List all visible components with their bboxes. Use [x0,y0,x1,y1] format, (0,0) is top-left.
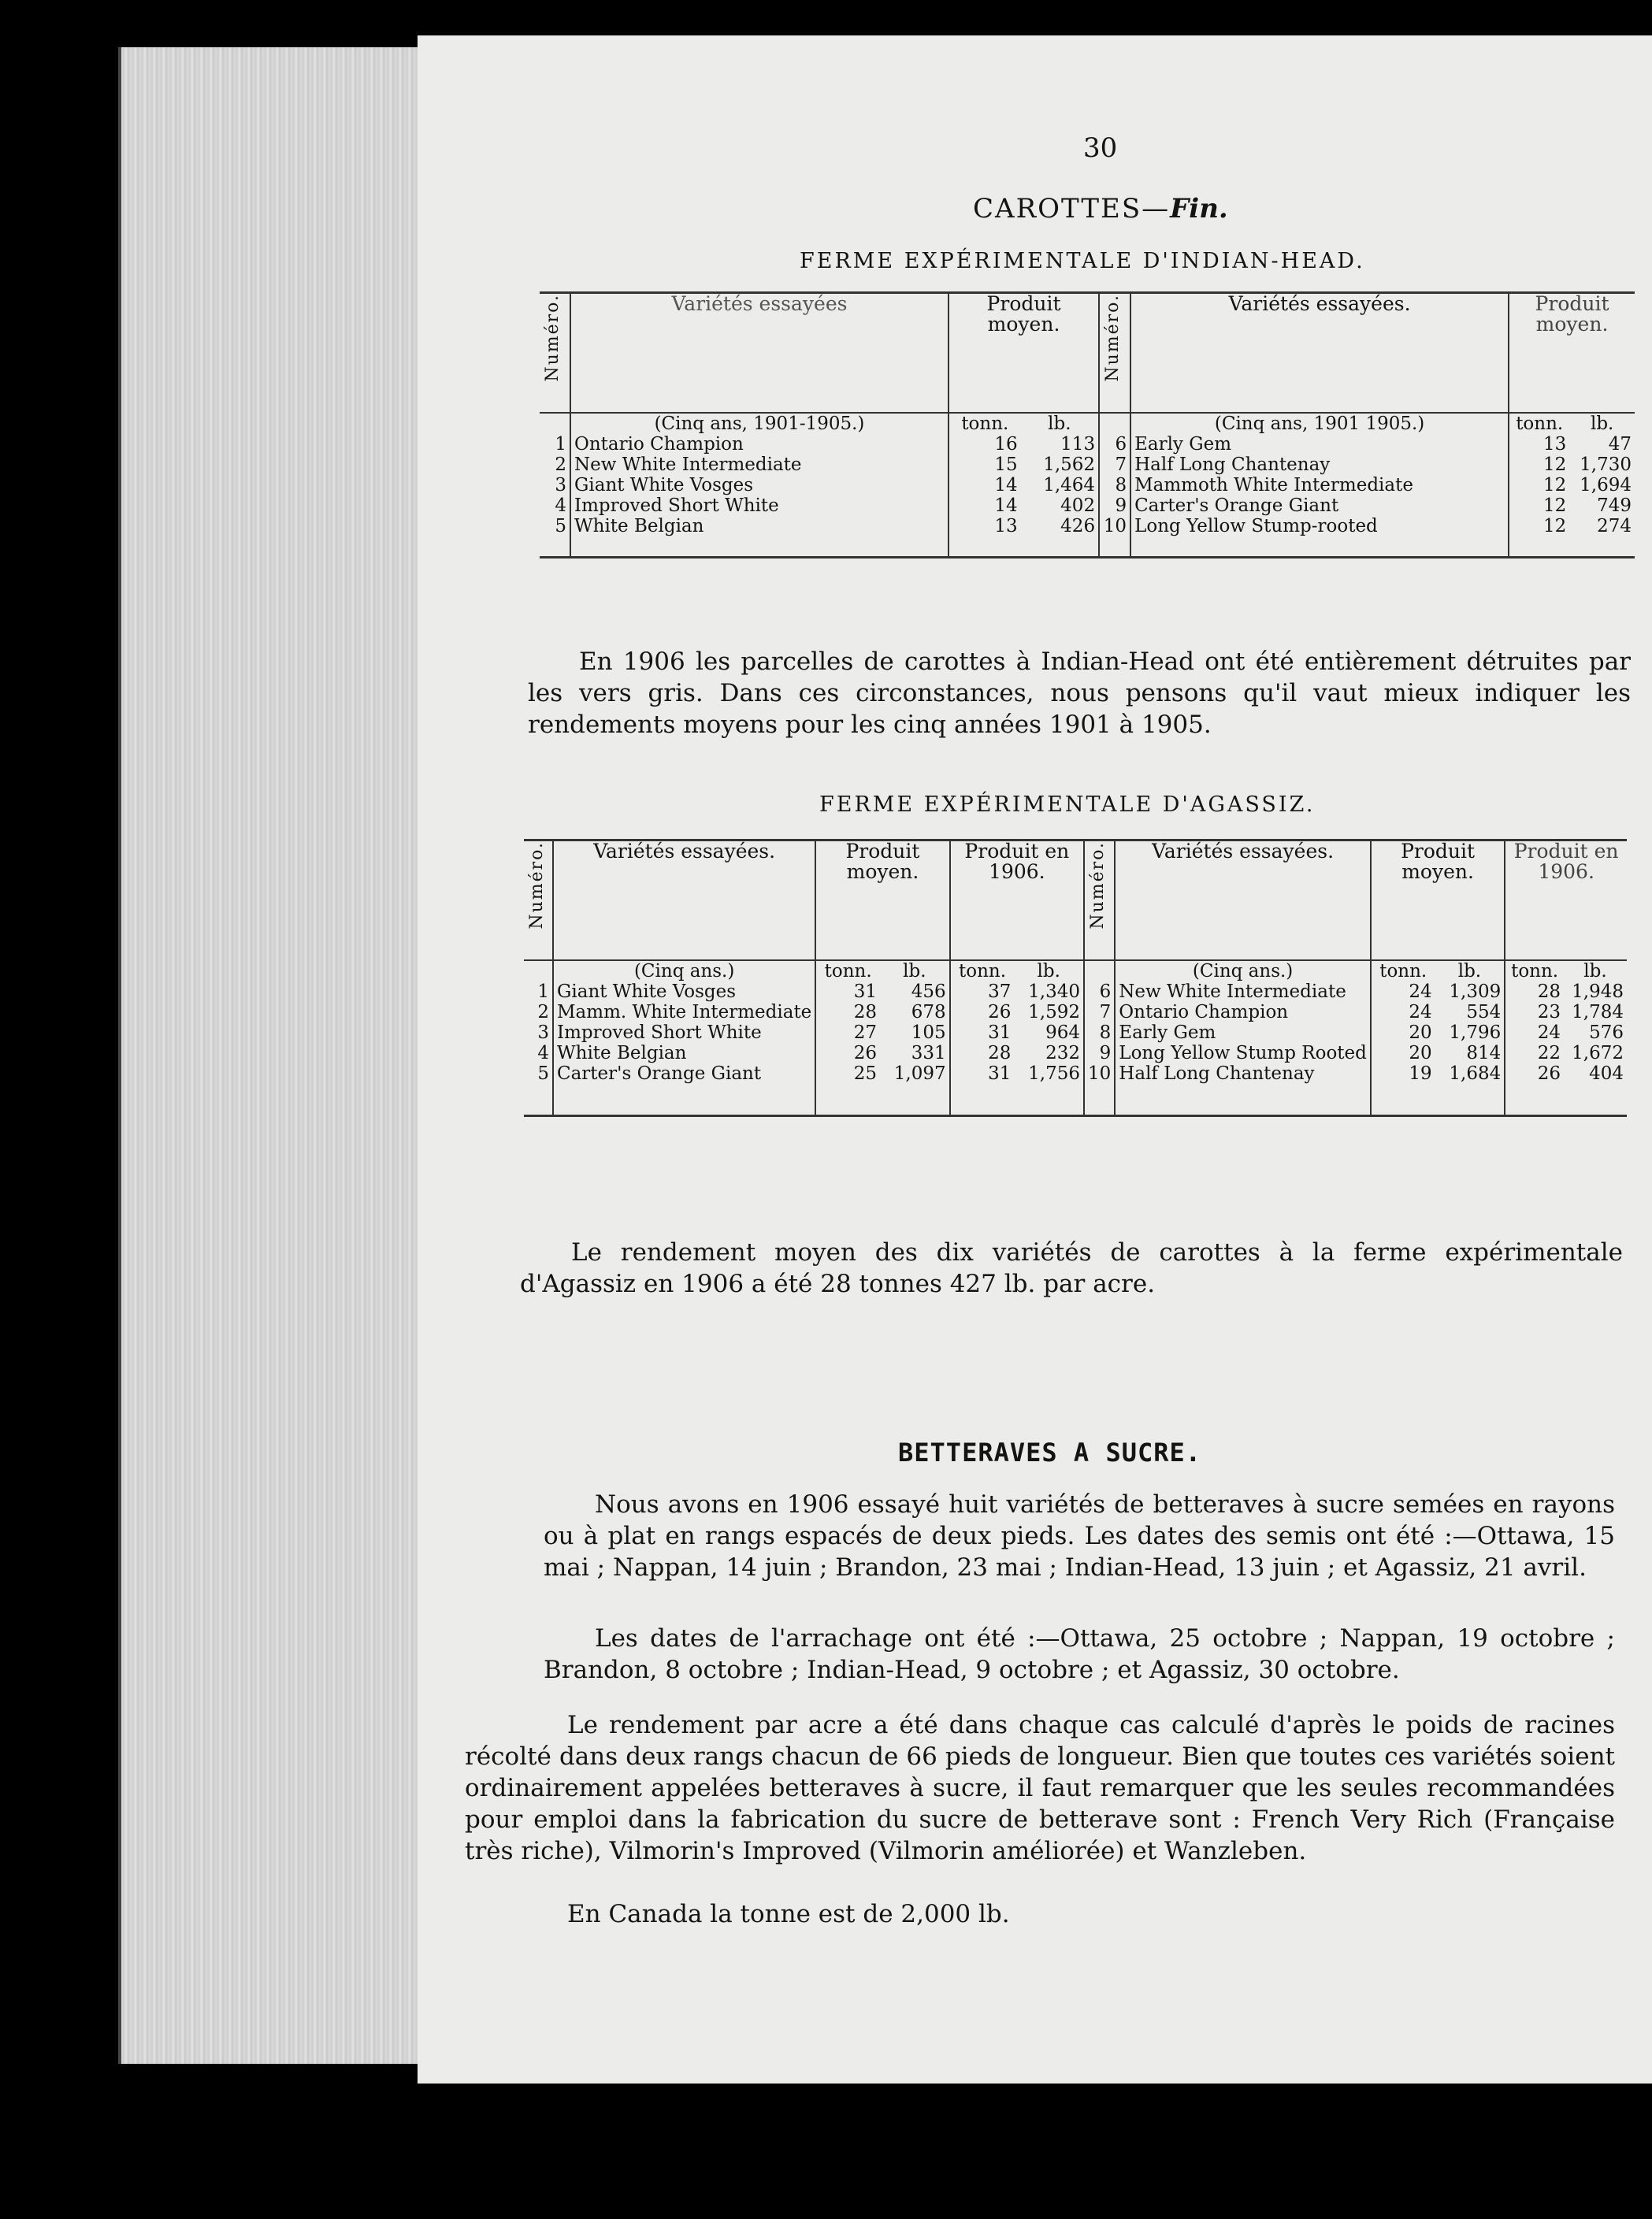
row-tonn: 13 [1543,434,1567,455]
header-produit: Produit moyen. [815,840,949,961]
paragraph-betteraves-4 [567,1898,1591,1930]
row-num: 6 [1099,434,1130,455]
row-lb: 105 [880,1022,950,1043]
row-lb: 749 [1597,495,1632,516]
row-variety: Mammoth White Intermediate [1130,475,1509,495]
header-varietes-right: Variétés essayées. [1130,293,1509,414]
subheader-right: (Cinq ans, 1901 1905.) [1130,413,1509,434]
row-lb: 1,464 [1021,475,1099,495]
page-number: 30 [1083,132,1118,164]
row-num: 10 [1084,1063,1115,1084]
row-variety: Mamm. White Intermediate [553,1002,815,1022]
row-variety: Ontario Champion [1115,1002,1371,1022]
row-variety: Long Yellow Stump-rooted [1130,516,1509,536]
row-tonn: 13 [994,516,1018,536]
row-lb-1906: 1,784 [1572,1002,1624,1022]
row-lb: 814 [1435,1043,1505,1063]
table-row [524,1022,1627,1043]
unit-lb-right: lb. [1590,414,1614,434]
header-varietes: Variétés essayées. [553,840,815,961]
row-tonn: 24 [1409,1002,1432,1022]
section-title-suffix: Fin. [1170,193,1228,224]
row-lb-1906: 1,948 [1572,981,1624,1002]
row-tonn: 16 [994,434,1018,455]
row-num: 2 [524,1002,553,1022]
row-lb: 456 [880,981,950,1002]
row-num: 5 [524,1063,553,1084]
row-lb: 1,694 [1580,475,1632,495]
row-tonn: 27 [853,1022,878,1043]
unit-lb: lb. [1021,413,1099,434]
row-lb: 554 [1435,1002,1505,1022]
row-lb: 426 [1021,516,1099,536]
row-lb: 1,562 [1021,455,1099,475]
row-variety: Giant White Vosges [570,475,949,495]
unit-lb: lb. [1014,960,1084,981]
row-lb: 1,097 [880,1063,950,1084]
row-num: 7 [1084,1002,1115,1022]
row-variety: Half Long Chantenay [1130,455,1509,475]
row-tonn: 28 [853,1002,878,1022]
indian-head-rows [540,434,1635,557]
row-lb-1906: 1,756 [1014,1063,1084,1084]
unit-tonn: tonn. [961,414,1009,434]
farm-title-agassiz: FERME EXPÉRIMENTALE D'AGASSIZ. [819,792,1316,817]
paragraph-betteraves-3 [465,1709,1615,1867]
unit-tonn: tonn. [824,961,872,981]
row-lb: 678 [880,1002,950,1022]
row-num: 9 [1084,1043,1115,1063]
row-tonn-1906: 23 [1537,1002,1561,1022]
row-num: 5 [540,516,570,536]
row-num: 6 [1084,981,1115,1002]
header-numero-right: Numéro. [1088,841,1108,930]
unit-tonn: tonn. [959,961,1007,981]
row-num: 7 [1099,455,1130,475]
book-page-edges [118,47,425,2064]
header-produit-right: Produit moyen. [1509,293,1635,414]
row-lb: 1,684 [1435,1063,1505,1084]
row-variety: New White Intermediate [1115,981,1371,1002]
row-lb: 331 [880,1043,950,1063]
paragraph-text: Le rendement par acre a été dans chaque cas calculé d'après le poids de racines récolté dans deux rangs chacun de 66 pieds de longueur. Bien que toutes ces variétés soient ordinairement appelées betteraves à sucre, il faut remarquer que les seules recommandées pour emploi dans la fabrication du sucre de betterave sont : French Very Rich (Française très riche), Vilmorin's Improved (Vilmorin améliorée) et Wanzleben. [465,1711,1615,1865]
unit-lb: lb. [880,960,950,981]
row-tonn: 12 [1543,455,1567,475]
unit-tonn: tonn. [1379,961,1427,981]
indian-head-table [540,291,1635,558]
row-num: 2 [540,455,570,475]
header-produit-1906-right: Produit en 1906. [1505,840,1627,961]
row-lb: 1,796 [1435,1022,1505,1043]
table-row [524,981,1627,1002]
row-tonn-1906: 37 [988,981,1012,1002]
row-tonn: 12 [1543,516,1567,536]
row-variety: Carter's Orange Giant [1130,495,1509,516]
row-tonn: 12 [1543,495,1567,516]
row-tonn-1906: 26 [988,1002,1012,1022]
row-variety: New White Intermediate [570,455,949,475]
row-num: 1 [540,434,570,455]
row-lb-1906: 404 [1589,1063,1624,1084]
row-lb-1906: 1,592 [1014,1002,1084,1022]
row-num: 4 [524,1043,553,1063]
row-lb-1906: 964 [1014,1022,1084,1043]
row-variety: Ontario Champion [570,434,949,455]
table-row [524,1043,1627,1063]
row-variety: White Belgian [570,516,949,536]
row-tonn: 14 [994,495,1018,516]
header-produit-1906: Produit en 1906. [950,840,1084,961]
header-numero: Numéro. [543,294,562,382]
row-lb: 274 [1597,516,1632,536]
row-lb: 47 [1608,434,1632,455]
header-numero-right: Numéro. [1103,294,1123,382]
subheader-left: (Cinq ans.) [553,960,815,981]
row-tonn-1906: 28 [1537,981,1561,1002]
header-varietes-right: Variétés essayées. [1115,840,1371,961]
paragraph-betteraves-1 [544,1489,1615,1583]
unit-lb: lb. [1583,961,1607,981]
unit-lb: lb. [1435,960,1505,981]
paragraph-text: En Canada la tonne est de 2,000 lb. [567,1900,1010,1928]
table-row [540,495,1635,516]
paragraph-text: Nous avons en 1906 essayé huit variétés de betteraves à sucre semées en rayons ou à plat en rangs espacés de deux pieds. Les dates des semis ont été :—Ottawa, 15 mai ; Nappan, 14 juin ; Brandon, 23 mai ; Indian-Head, 13 juin ; et Agassiz, 21 avril. [544,1490,1615,1582]
section-title-text: CAROTTES— [973,193,1171,224]
row-num: 9 [1099,495,1130,516]
table-row [524,1002,1627,1022]
row-tonn: 24 [1409,981,1432,1002]
row-lb-1906: 1,672 [1572,1043,1624,1063]
row-lb: 113 [1021,434,1099,455]
row-num: 8 [1084,1022,1115,1043]
table-row [540,516,1635,536]
row-tonn-1906: 26 [1537,1063,1561,1084]
row-variety: Long Yellow Stump Rooted [1115,1043,1371,1063]
paragraph-text: En 1906 les parcelles de carottes à Indian-Head ont été entièrement détruites par les vers gris. Dans ces circonstances, nous pensons qu'il vaut mieux indiquer les rendements moyens pour les cinq années 1901 à 1905. [528,648,1631,739]
row-variety: White Belgian [553,1043,815,1063]
section-title-betteraves: BETTERAVES A SUCRE. [898,1438,1202,1468]
row-num: 10 [1099,516,1130,536]
row-tonn-1906: 28 [988,1043,1012,1063]
header-produit: Produit moyen. [949,293,1099,414]
row-tonn: 20 [1409,1043,1432,1063]
row-lb-1906: 576 [1589,1022,1624,1043]
row-tonn: 20 [1409,1022,1432,1043]
row-lb-1906: 232 [1014,1043,1084,1063]
subheader-left: (Cinq ans, 1901-1905.) [570,413,949,434]
header-numero: Numéro. [527,841,547,930]
row-tonn: 31 [853,981,878,1002]
row-tonn: 15 [994,455,1018,475]
agassiz-rows [524,981,1627,1115]
section-title-carottes [973,193,1228,224]
agassiz-table [524,839,1627,1117]
row-tonn-1906: 22 [1537,1043,1561,1063]
row-variety: Improved Short White [570,495,949,516]
paragraph-text: Le rendement moyen des dix variétés de carottes à la ferme expérimentale d'Agassiz en 1906 a été 28 tonnes 427 lb. par acre. [520,1238,1623,1298]
row-lb: 402 [1021,495,1099,516]
paragraph-betteraves-2 [544,1623,1615,1686]
subheader-right: (Cinq ans.) [1115,960,1371,981]
row-tonn-1906: 31 [988,1022,1012,1043]
row-lb: 1,309 [1435,981,1505,1002]
header-produit-right: Produit moyen. [1371,840,1505,961]
table-row [524,1063,1627,1084]
row-num: 1 [524,981,553,1002]
row-variety: Early Gem [1115,1022,1371,1043]
row-tonn: 25 [853,1063,878,1084]
row-variety: Giant White Vosges [553,981,815,1002]
row-num: 8 [1099,475,1130,495]
row-tonn: 12 [1543,475,1567,495]
header-varietes: Variétés essayées [570,293,949,414]
farm-title-indian-head: FERME EXPÉRIMENTALE D'INDIAN-HEAD. [800,249,1365,273]
row-tonn-1906: 24 [1537,1022,1561,1043]
row-variety: Half Long Chantenay [1115,1063,1371,1084]
row-num: 3 [540,475,570,495]
row-tonn-1906: 31 [988,1063,1012,1084]
table-row [540,475,1635,495]
paragraph-text: Les dates de l'arrachage ont été :—Ottawa, 25 octobre ; Nappan, 19 octobre ; Brandon, 8 octobre ; Indian-Head, 9 octobre ; et Agassiz, 30 octobre. [544,1624,1615,1684]
unit-tonn: tonn. [1511,961,1559,981]
row-variety: Carter's Orange Giant [553,1063,815,1084]
row-lb-1906: 1,340 [1014,981,1084,1002]
row-tonn: 26 [853,1043,878,1063]
row-num: 3 [524,1022,553,1043]
table-row [540,455,1635,475]
unit-tonn-right: tonn. [1516,414,1564,434]
paragraph-agassiz [520,1237,1623,1300]
table-row [540,434,1635,455]
row-variety: Early Gem [1130,434,1509,455]
row-tonn: 14 [994,475,1018,495]
row-tonn: 19 [1409,1063,1432,1084]
row-num: 4 [540,495,570,516]
row-variety: Improved Short White [553,1022,815,1043]
row-lb: 1,730 [1580,455,1632,475]
paragraph-indian-head [528,646,1631,740]
